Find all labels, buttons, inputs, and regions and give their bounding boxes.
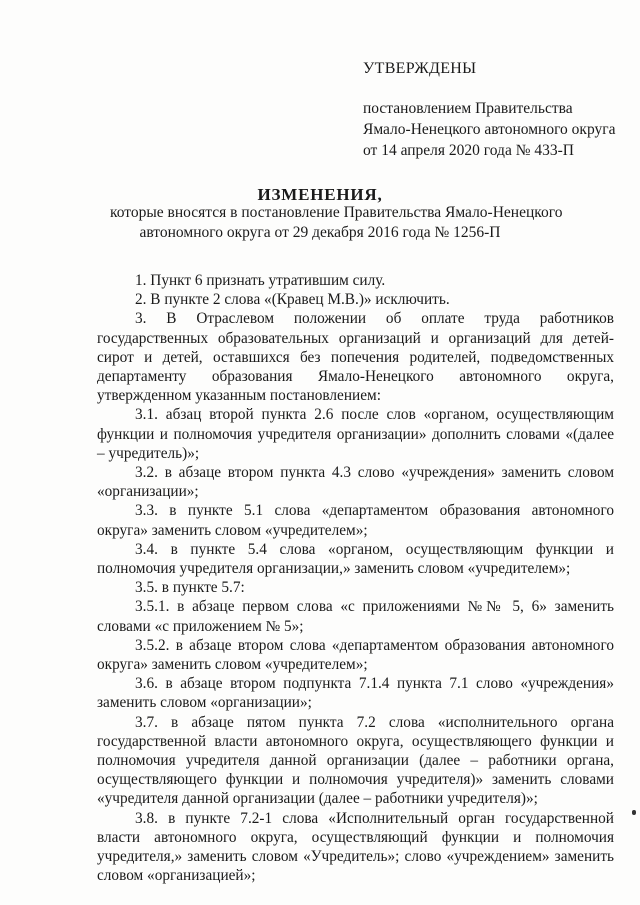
scan-mark: [632, 810, 636, 815]
paragraph: 3. В Отраслевом положении об оплате труда работников государственных образовательных организаций и организаций для детей-сирот и детей, оставшихся без попечения родителей, подведомственных департаменту образования Ямало-Ненецкого автономного округа, утвержденном указанным постановлением:: [97, 310, 614, 405]
subtitle-line: автономного округа от 29 декабря 2016 года № 1256-П: [139, 224, 501, 241]
approval-line: от 14 апреля 2020 года № 433-П: [363, 142, 574, 159]
document-body: [97, 271, 614, 886]
approval-block: [363, 58, 623, 161]
paragraph: 3.3. в пункте 5.1 слова «департаментом образования автономного округа» заменить словом «учредителем»;: [97, 502, 614, 539]
approval-line: постановлением Правительства: [363, 100, 573, 117]
paragraph: 3.5.1. в абзаце первом слова «с приложениями №№ 5, 6» заменить словами «с приложением № 5»;: [97, 598, 614, 635]
subtitle-line: которые вносятся в постановление Правительства Ямало-Ненецкого: [110, 204, 563, 221]
paragraph: 3.5. в пункте 5.7:: [135, 579, 245, 597]
document-subtitle: [110, 203, 563, 243]
approval-line: Ямало-Ненецкого автономного округа: [363, 121, 616, 138]
paragraph: 3.7. в абзаце пятом пункта 7.2 слова «исполнительного органа государственной власти автономного округа, осуществляющего функции и полномочия учредителя данной организации (далее – работники органа, осуществляющего функции и полномочия учредителя)» заменить словами «учредителя данной организации (далее – работники учредителя)»;: [97, 713, 614, 808]
paragraph: 3.4. в пункте 5.4 слова «органом, осуществляющим функции и полномочия учредителя организации,» заменить словом «учредителем»;: [97, 540, 614, 578]
approval-heading: УТВЕРЖДЕНЫ: [363, 60, 477, 77]
document-title: ИЗМЕНЕНИЯ,: [257, 185, 383, 204]
paragraph: 3.5.2. в абзаце втором слова «департаментом образования автономного округа» заменить словом «учредителем»;: [97, 636, 614, 674]
paragraph: 2. В пункте 2 слова «(Кравец М.В.)» исключить.: [135, 291, 450, 309]
paragraph: 3.1. абзац второй пункта 2.6 после слов «органом, осуществляющим функции и полномочия учредителя организации» дополнить словами «(далее – учредитель)»;: [97, 406, 614, 462]
paragraph: 1. Пункт 6 признать утратившим силу.: [135, 272, 386, 289]
paragraph: 3.8. в пункте 7.2-1 слова «Исполнительный орган государственной власти автономного округа, осуществляющий функции и полномочия учредителя,» заменить словом «Учредитель»; слово «учреждением» заменить словом «организацией»;: [97, 809, 614, 885]
paragraph: 3.6. в абзаце втором подпункта 7.1.4 пункта 7.1 слово «учреждения» заменить словом «организации»;: [97, 675, 614, 712]
paragraph: 3.2. в абзаце втором пункта 4.3 слово «учреждения» заменить словом «организации»;: [97, 464, 614, 501]
